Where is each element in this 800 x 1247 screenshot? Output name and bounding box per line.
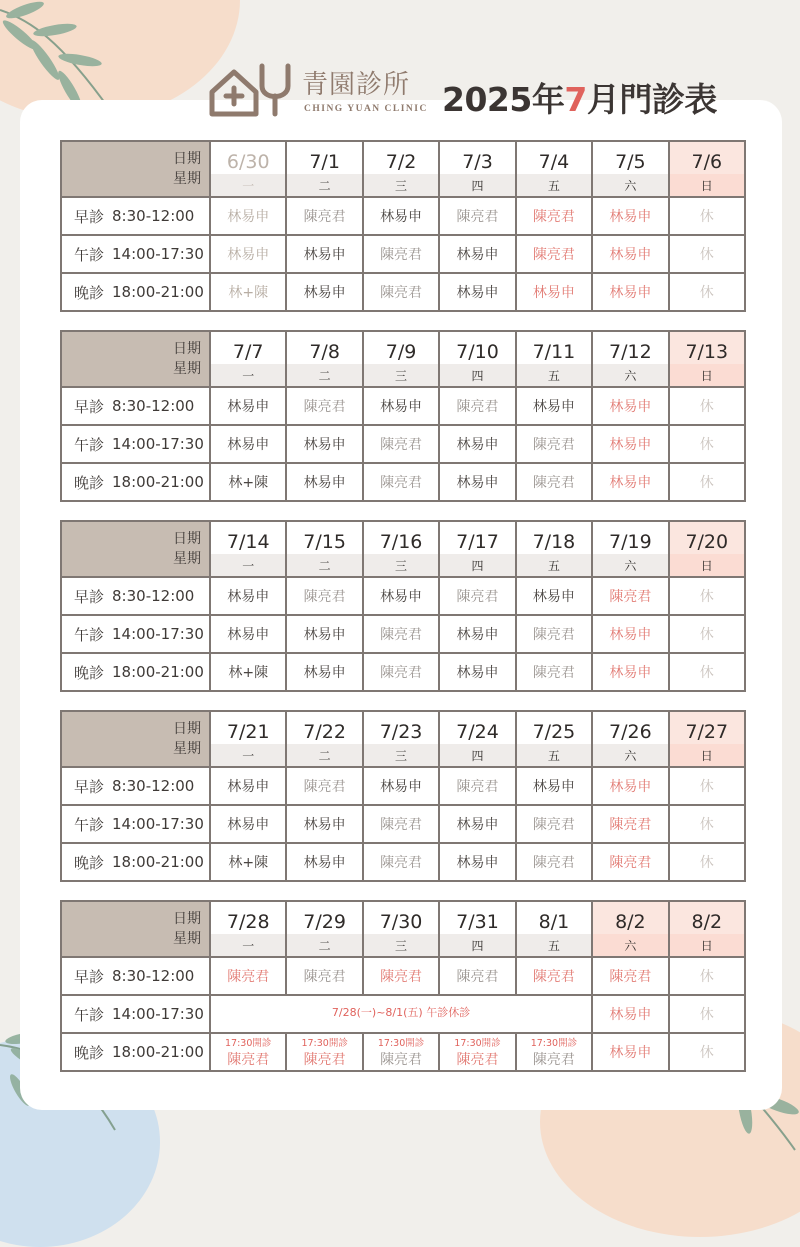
- weekday-label: 星期: [173, 551, 201, 567]
- weekday-value: 日: [670, 364, 744, 386]
- morning-session-label: [62, 198, 209, 234]
- date-header-cell: [440, 142, 514, 196]
- date-header-cell: [593, 522, 667, 576]
- afternoon-doctor-cell: 休: [670, 806, 744, 842]
- date-value: 7/30: [379, 911, 423, 933]
- weekday-value: 三: [364, 174, 438, 196]
- morning-doctor-cell: 陳亮君: [440, 958, 514, 994]
- date-header-cell: [440, 712, 514, 766]
- date-value: 7/15: [303, 531, 346, 553]
- afternoon-doctor-cell: 林易申: [287, 616, 361, 652]
- weekday-value: 三: [364, 364, 438, 386]
- evening-session-label: [62, 464, 209, 500]
- date-value: 7/5: [615, 151, 646, 173]
- date-header-cell: [211, 522, 285, 576]
- weekday-value: 六: [593, 934, 667, 956]
- evening-session-label-time: 18:00-21:00: [112, 1043, 204, 1061]
- page-header: [200, 50, 760, 130]
- date-value: 7/16: [379, 531, 423, 553]
- morning-doctor-cell: 林易申: [517, 768, 591, 804]
- date-value: 7/11: [532, 341, 576, 363]
- morning-session-label-name: 早診: [74, 777, 105, 796]
- weekday-value: 日: [670, 554, 744, 576]
- morning-doctor-cell: 陳亮君: [287, 578, 361, 614]
- morning-doctor-cell: 陳亮君: [287, 958, 361, 994]
- evening-doctor-cell: [287, 1034, 361, 1070]
- date-header-cell: [287, 902, 361, 956]
- evening-doctor-cell: 陳亮君: [517, 654, 591, 690]
- morning-session-label: [62, 768, 209, 804]
- afternoon-session-label-time: 14:00-17:30: [112, 815, 204, 833]
- morning-doctor-cell: 休: [670, 958, 744, 994]
- afternoon-session-label: [62, 996, 209, 1032]
- morning-doctor-cell: 休: [670, 198, 744, 234]
- week-grid: [62, 712, 744, 880]
- weekday-value: 六: [593, 744, 667, 766]
- weekday-label: 星期: [173, 361, 201, 377]
- afternoon-doctor-cell: 林易申: [211, 806, 285, 842]
- afternoon-session-label-name: 午診: [74, 435, 105, 454]
- date-header-cell: [593, 712, 667, 766]
- afternoon-doctor-cell: 林易申: [211, 426, 285, 462]
- weekday-label: 星期: [173, 171, 201, 187]
- afternoon-session-label-name: 午診: [74, 625, 105, 644]
- morning-doctor-cell: 陳亮君: [440, 768, 514, 804]
- afternoon-doctor-cell: 陳亮君: [517, 616, 591, 652]
- date-value: 8/1: [538, 911, 570, 933]
- afternoon-session-label: [62, 616, 209, 652]
- date-header-cell: [364, 142, 438, 196]
- morning-doctor-cell: 林易申: [211, 578, 285, 614]
- weekday-value: 六: [593, 364, 667, 386]
- weekday-label: 星期: [173, 741, 201, 757]
- date-value: 7/17: [456, 531, 499, 553]
- afternoon-session-label-time: 14:00-17:30: [112, 245, 204, 263]
- date-value: 7/19: [609, 531, 652, 553]
- weekday-value: 一: [211, 174, 285, 196]
- date-value: 7/18: [532, 531, 576, 553]
- afternoon-doctor-cell: 陳亮君: [517, 806, 591, 842]
- morning-doctor-cell: 林易申: [364, 768, 438, 804]
- date-header-cell: [670, 902, 744, 956]
- morning-doctor-cell: 林易申: [517, 578, 591, 614]
- header-label-cell: [62, 712, 209, 766]
- date-value: 7/31: [456, 911, 499, 933]
- afternoon-doctor-cell: 林易申: [440, 616, 514, 652]
- weekday-value: 五: [517, 934, 591, 956]
- date-header-cell: [517, 142, 591, 196]
- afternoon-doctor-cell: 陳亮君: [364, 616, 438, 652]
- date-header-cell: [287, 142, 361, 196]
- date-header-cell: [287, 712, 361, 766]
- evening-doctor-cell: 陳亮君: [517, 464, 591, 500]
- evening-open-note: 17:30開診: [377, 1038, 425, 1049]
- afternoon-doctor-cell: 陳亮君: [364, 426, 438, 462]
- weekday-value: 日: [670, 744, 744, 766]
- evening-doctor-cell: 林易申: [287, 274, 361, 310]
- evening-open-note: 17:30開診: [454, 1038, 501, 1049]
- evening-open-note: 17:30開診: [225, 1038, 272, 1049]
- morning-doctor-cell: 陳亮君: [211, 958, 285, 994]
- morning-session-label-name: 早診: [74, 967, 105, 986]
- evening-doctor-name: 陳亮君: [303, 1052, 346, 1068]
- afternoon-doctor-cell: 林易申: [287, 806, 361, 842]
- date-header-cell: [364, 522, 438, 576]
- date-value: 7/26: [609, 721, 652, 743]
- evening-doctor-cell: 林易申: [287, 654, 361, 690]
- evening-doctor-name: 陳亮君: [227, 1052, 270, 1068]
- weekday-value: 五: [517, 554, 591, 576]
- morning-doctor-cell: 陳亮君: [517, 198, 591, 234]
- morning-doctor-cell: 林易申: [211, 198, 285, 234]
- weekday-value: 二: [287, 364, 361, 386]
- date-header-cell: [593, 902, 667, 956]
- date-label: 日期: [173, 911, 201, 927]
- afternoon-doctor-cell: 陳亮君: [364, 806, 438, 842]
- evening-doctor-cell: 陳亮君: [364, 844, 438, 880]
- date-header-cell: [517, 332, 591, 386]
- weekday-value: 一: [211, 554, 285, 576]
- date-value: 7/13: [685, 341, 729, 363]
- clinic-name-en: CHING YUAN CLINIC: [304, 104, 428, 114]
- afternoon-doctor-cell: 休: [670, 616, 744, 652]
- evening-doctor-cell: 陳亮君: [364, 274, 438, 310]
- evening-doctor-cell: 休: [670, 654, 744, 690]
- afternoon-doctor-cell: 陳亮君: [364, 236, 438, 272]
- evening-doctor-cell: 林易申: [440, 274, 514, 310]
- evening-session-label: [62, 1034, 209, 1070]
- date-header-cell: [670, 332, 744, 386]
- date-header-cell: [517, 712, 591, 766]
- morning-doctor-cell: 林易申: [517, 388, 591, 424]
- afternoon-doctor-cell: 陳亮君: [517, 236, 591, 272]
- morning-doctor-cell: 陳亮君: [364, 958, 438, 994]
- evening-doctor-cell: 休: [670, 464, 744, 500]
- afternoon-session-label-time: 14:00-17:30: [112, 435, 204, 453]
- page-title: [442, 74, 717, 121]
- evening-doctor-cell: 陳亮君: [593, 844, 667, 880]
- week-grid: [62, 522, 744, 690]
- header-label-cell: [62, 332, 209, 386]
- date-header-cell: [440, 332, 514, 386]
- evening-doctor-cell: 林易申: [287, 464, 361, 500]
- date-value: 7/10: [456, 341, 499, 363]
- date-value: 7/2: [385, 151, 417, 173]
- weekday-value: 二: [287, 174, 361, 196]
- morning-doctor-cell: 陳亮君: [287, 388, 361, 424]
- evening-doctor-cell: 林易申: [593, 654, 667, 690]
- afternoon-doctor-cell: 陳亮君: [593, 806, 667, 842]
- evening-session-label-time: 18:00-21:00: [112, 283, 204, 301]
- evening-open-note: 17:30開診: [530, 1038, 578, 1049]
- date-value: 7/6: [691, 151, 723, 173]
- date-header-cell: [364, 902, 438, 956]
- date-header-cell: [364, 712, 438, 766]
- date-value: 6/30: [226, 151, 270, 173]
- weekday-value: 五: [517, 364, 591, 386]
- evening-doctor-cell: [211, 1034, 285, 1070]
- date-label: 日期: [173, 341, 201, 357]
- morning-doctor-cell: 林易申: [364, 388, 438, 424]
- date-value: 8/2: [615, 911, 646, 933]
- evening-session-label: [62, 844, 209, 880]
- afternoon-doctor-cell: 休: [670, 426, 744, 462]
- date-value: 7/21: [226, 721, 270, 743]
- date-header-cell: [670, 712, 744, 766]
- date-header-cell: [517, 902, 591, 956]
- afternoon-doctor-cell: 林易申: [287, 426, 361, 462]
- evening-doctor-name: 陳亮君: [380, 1052, 423, 1068]
- date-label: 日期: [173, 151, 201, 167]
- evening-doctor-cell: 林易申: [440, 844, 514, 880]
- week-table-4: [60, 710, 746, 882]
- evening-doctor-cell: 休: [670, 844, 744, 880]
- evening-session-label-time: 18:00-21:00: [112, 663, 204, 681]
- weekday-value: 一: [211, 364, 285, 386]
- morning-doctor-cell: 陳亮君: [440, 198, 514, 234]
- evening-doctor-cell: 林易申: [287, 844, 361, 880]
- morning-doctor-cell: 陳亮君: [593, 578, 667, 614]
- evening-doctor-name: 陳亮君: [532, 1052, 575, 1068]
- weekday-value: 二: [287, 934, 361, 956]
- date-header-cell: [670, 142, 744, 196]
- clinic-logo-icon: [204, 58, 296, 122]
- evening-doctor-cell: [364, 1034, 438, 1070]
- date-value: 7/8: [309, 341, 340, 363]
- date-header-cell: [364, 332, 438, 386]
- afternoon-doctor-cell: 林易申: [211, 236, 285, 272]
- title-month: 7: [564, 80, 587, 119]
- morning-doctor-cell: 陳亮君: [440, 388, 514, 424]
- date-label: 日期: [173, 721, 201, 737]
- date-header-cell: [211, 902, 285, 956]
- week-grid: [62, 902, 744, 1070]
- morning-doctor-cell: 休: [670, 388, 744, 424]
- weekday-value: 四: [440, 744, 514, 766]
- date-value: 7/24: [456, 721, 499, 743]
- weekday-value: 六: [593, 554, 667, 576]
- evening-session-label-name: 晚診: [74, 473, 105, 492]
- evening-doctor-cell: 林易申: [593, 464, 667, 500]
- title-suffix: 月門診表: [586, 80, 717, 119]
- date-header-cell: [287, 522, 361, 576]
- evening-doctor-cell: 林易申: [517, 274, 591, 310]
- morning-doctor-cell: 陳亮君: [287, 768, 361, 804]
- evening-session-label-name: 晚診: [74, 663, 105, 682]
- afternoon-doctor-cell: 林易申: [440, 426, 514, 462]
- weekday-value: 三: [364, 554, 438, 576]
- date-header-cell: [517, 522, 591, 576]
- morning-session-label: [62, 578, 209, 614]
- evening-doctor-cell: 林易申: [440, 654, 514, 690]
- clinic-name: 青園診所: [302, 70, 411, 100]
- evening-doctor-cell: 休: [670, 274, 744, 310]
- weekday-value: 一: [211, 934, 285, 956]
- date-header-cell: [211, 332, 285, 386]
- week-table-3: [60, 520, 746, 692]
- afternoon-doctor-cell: 休: [670, 996, 744, 1032]
- afternoon-doctor-cell: 陳亮君: [517, 426, 591, 462]
- date-header-cell: [211, 712, 285, 766]
- date-value: 7/12: [609, 341, 652, 363]
- date-value: 7/23: [379, 721, 423, 743]
- evening-doctor-cell: 林易申: [593, 274, 667, 310]
- week-table-2: [60, 330, 746, 502]
- evening-doctor-cell: 陳亮君: [517, 844, 591, 880]
- evening-session-label: [62, 654, 209, 690]
- evening-doctor-cell: 休: [670, 1034, 744, 1070]
- header-label-cell: [62, 142, 209, 196]
- weekday-value: 六: [593, 174, 667, 196]
- date-value: 7/28: [226, 911, 270, 933]
- date-header-cell: [440, 522, 514, 576]
- date-header-cell: [670, 522, 744, 576]
- week-table-1: [60, 140, 746, 312]
- weekday-value: 五: [517, 174, 591, 196]
- evening-session-label-name: 晚診: [74, 1043, 105, 1062]
- morning-doctor-cell: 陳亮君: [593, 958, 667, 994]
- morning-session-label-name: 早診: [74, 397, 105, 416]
- afternoon-session-label: [62, 426, 209, 462]
- evening-session-label-time: 18:00-21:00: [112, 853, 204, 871]
- evening-open-note: 17:30開診: [301, 1038, 348, 1049]
- evening-session-label-name: 晚診: [74, 853, 105, 872]
- morning-session-label-name: 早診: [74, 587, 105, 606]
- date-value: 7/7: [232, 341, 264, 363]
- weekday-value: 四: [440, 934, 514, 956]
- evening-doctor-cell: 陳亮君: [364, 464, 438, 500]
- afternoon-session-label: [62, 806, 209, 842]
- morning-doctor-cell: 林易申: [211, 768, 285, 804]
- date-value: 8/2: [691, 911, 723, 933]
- morning-doctor-cell: 林易申: [593, 768, 667, 804]
- date-header-cell: [440, 902, 514, 956]
- weekday-value: 二: [287, 744, 361, 766]
- evening-doctor-cell: [440, 1034, 514, 1070]
- date-header-cell: [593, 332, 667, 386]
- morning-doctor-cell: 休: [670, 578, 744, 614]
- afternoon-doctor-cell: 林易申: [593, 426, 667, 462]
- date-header-cell: [287, 332, 361, 386]
- morning-doctor-cell: 陳亮君: [517, 958, 591, 994]
- date-header-cell: [211, 142, 285, 196]
- afternoon-closure-notice: 7/28(一)~8/1(五) 午診休診: [211, 996, 591, 1032]
- weekday-value: 二: [287, 554, 361, 576]
- evening-doctor-cell: [517, 1034, 591, 1070]
- date-value: 7/22: [303, 721, 346, 743]
- date-value: 7/9: [385, 341, 417, 363]
- afternoon-session-label-name: 午診: [74, 815, 105, 834]
- afternoon-doctor-cell: 林易申: [440, 806, 514, 842]
- weekday-value: 日: [670, 934, 744, 956]
- morning-doctor-cell: 林易申: [593, 388, 667, 424]
- morning-doctor-cell: 陳亮君: [440, 578, 514, 614]
- weekday-value: 日: [670, 174, 744, 196]
- weekday-value: 四: [440, 364, 514, 386]
- week-table-5: [60, 900, 746, 1072]
- morning-session-label-time: 8:30-12:00: [112, 397, 195, 415]
- morning-session-label: [62, 388, 209, 424]
- morning-doctor-cell: 林易申: [364, 578, 438, 614]
- morning-doctor-cell: 陳亮君: [287, 198, 361, 234]
- evening-doctor-name: 陳亮君: [456, 1052, 499, 1068]
- afternoon-session-label-name: 午診: [74, 245, 105, 264]
- afternoon-doctor-cell: 休: [670, 236, 744, 272]
- evening-doctor-cell: 林+陳: [211, 464, 285, 500]
- evening-doctor-cell: 林易申: [440, 464, 514, 500]
- date-label: 日期: [173, 531, 201, 547]
- afternoon-session-label-time: 14:00-17:30: [112, 1005, 204, 1023]
- evening-doctor-cell: 林+陳: [211, 844, 285, 880]
- evening-doctor-cell: 林易申: [593, 1034, 667, 1070]
- afternoon-doctor-cell: 林易申: [593, 616, 667, 652]
- weekday-value: 五: [517, 744, 591, 766]
- morning-session-label-time: 8:30-12:00: [112, 207, 195, 225]
- weekday-label: 星期: [173, 931, 201, 947]
- weekday-value: 三: [364, 934, 438, 956]
- morning-session-label-name: 早診: [74, 207, 105, 226]
- date-value: 7/20: [685, 531, 729, 553]
- afternoon-doctor-cell: 林易申: [287, 236, 361, 272]
- morning-session-label-time: 8:30-12:00: [112, 587, 195, 605]
- afternoon-session-label-name: 午診: [74, 1005, 105, 1024]
- afternoon-doctor-cell: 林易申: [593, 236, 667, 272]
- date-value: 7/4: [538, 151, 570, 173]
- date-value: 7/14: [226, 531, 270, 553]
- weekday-value: 四: [440, 554, 514, 576]
- morning-doctor-cell: 林易申: [593, 198, 667, 234]
- weekday-value: 一: [211, 744, 285, 766]
- date-header-cell: [593, 142, 667, 196]
- title-year: 2025年: [442, 80, 565, 119]
- afternoon-doctor-cell: 林易申: [440, 236, 514, 272]
- morning-doctor-cell: 休: [670, 768, 744, 804]
- morning-doctor-cell: 林易申: [364, 198, 438, 234]
- header-label-cell: [62, 522, 209, 576]
- date-value: 7/27: [685, 721, 729, 743]
- morning-session-label: [62, 958, 209, 994]
- weekday-value: 四: [440, 174, 514, 196]
- date-value: 7/1: [309, 151, 340, 173]
- week-grid: [62, 332, 744, 500]
- morning-doctor-cell: 林易申: [211, 388, 285, 424]
- afternoon-session-label-time: 14:00-17:30: [112, 625, 204, 643]
- morning-session-label-time: 8:30-12:00: [112, 777, 195, 795]
- weekday-value: 三: [364, 744, 438, 766]
- date-value: 7/3: [462, 151, 493, 173]
- afternoon-doctor-cell: 林易申: [211, 616, 285, 652]
- header-label-cell: [62, 902, 209, 956]
- afternoon-session-label: [62, 236, 209, 272]
- evening-session-label-name: 晚診: [74, 283, 105, 302]
- evening-doctor-cell: 林+陳: [211, 274, 285, 310]
- evening-session-label: [62, 274, 209, 310]
- date-value: 7/29: [303, 911, 346, 933]
- date-value: 7/25: [532, 721, 576, 743]
- evening-doctor-cell: 陳亮君: [364, 654, 438, 690]
- evening-session-label-time: 18:00-21:00: [112, 473, 204, 491]
- week-grid: [62, 142, 744, 310]
- morning-session-label-time: 8:30-12:00: [112, 967, 195, 985]
- afternoon-doctor-cell: 林易申: [593, 996, 667, 1032]
- evening-doctor-cell: 林+陳: [211, 654, 285, 690]
